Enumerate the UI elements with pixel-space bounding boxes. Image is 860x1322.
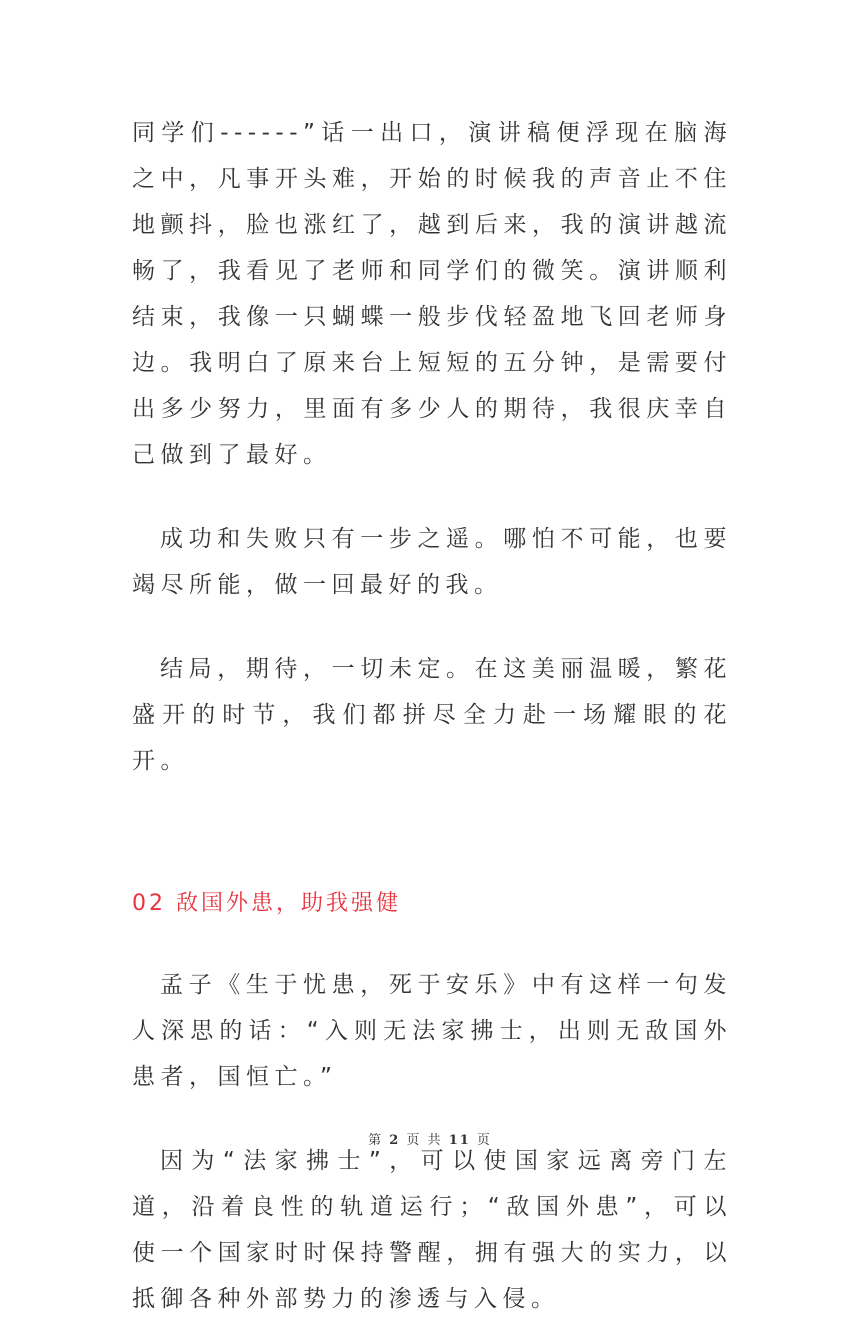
paragraph-2: 成功和失败只有一步之遥。哪怕不可能，也要竭尽所能，做一回最好的我。 — [132, 526, 732, 598]
total-pages-number: 11 — [448, 1133, 471, 1148]
section-heading: 02 敌国外患，助我强健 — [132, 891, 401, 916]
paragraph-1: 同学们------”话一出口，演讲稿便浮现在脑海之中，凡事开头难，开始的时候我的声音止不住地颤抖，脸也涨红了，越到后来，我的演讲越流畅了，我看见了老师和同学们的微笑。演讲顺利结束，我像一只蝴蝶一般步伐轻盈地飞回老师身边。我明白了原来台上短短的五分钟，是需要付出多少努力，里面有多少人的期待，我很庆幸自己做到了最好。 — [132, 120, 732, 468]
section-paragraph-2: 因为“法家拂士”，可以使国家远离旁门左道，沿着良性的轨道运行；“敌国外患”，可以使一个国家时时保持警醒，拥有强大的实力，以抵御各种外部势力的渗透与入侵。 — [132, 1148, 732, 1312]
footer-suffix: 页 — [476, 1133, 492, 1148]
current-page-number: 2 — [389, 1133, 401, 1148]
paragraph-3: 结局，期待，一切未定。在这美丽温暖，繁花盛开的时节，我们都拼尽全力赴一场耀眼的花开。 — [132, 656, 732, 774]
section-paragraph-1: 孟子《生于忧患，死于安乐》中有这样一句发人深思的话：“入则无法家拂士，出则无敌国外患者，国恒亡。” — [132, 972, 732, 1090]
page-footer — [0, 1129, 860, 1148]
footer-middle: 页 共 — [406, 1133, 443, 1148]
footer-prefix: 第 — [368, 1133, 384, 1148]
